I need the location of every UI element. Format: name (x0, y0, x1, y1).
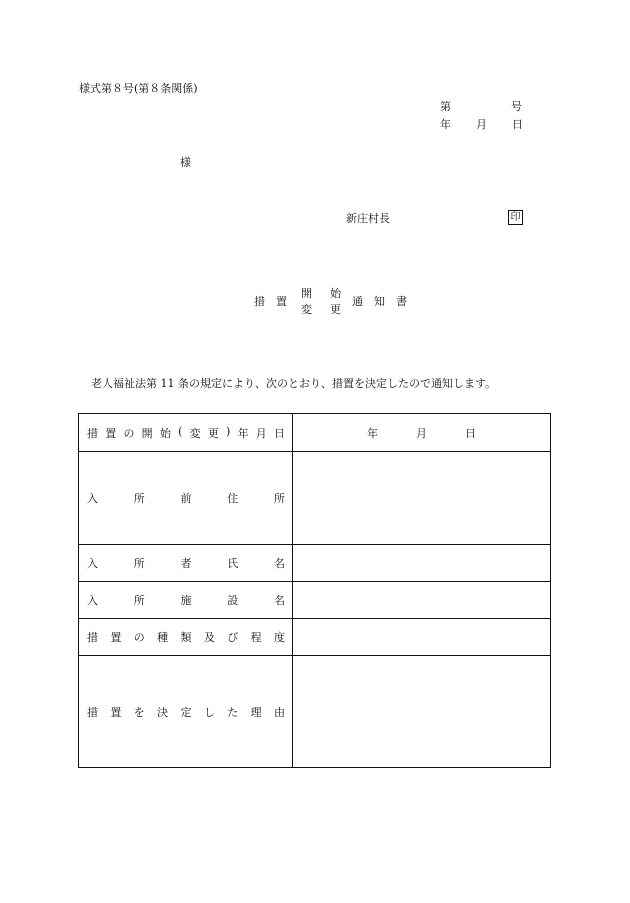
table-row (79, 414, 551, 452)
value-month: 月 (416, 426, 427, 440)
intro-text: 老人福祉法第 11 条の規定により、次のとおり、措置を決定したので通知します。 (91, 377, 497, 390)
label-char: 及 (203, 631, 215, 644)
form-number: 様式第８号(第８条関係) (79, 82, 198, 95)
label-char: 開 (141, 426, 153, 440)
doc-number-suffix: 号 (511, 100, 522, 113)
row-label (79, 656, 293, 768)
label-char: た (227, 705, 239, 719)
title-change-2: 更 (330, 303, 341, 316)
table-row (79, 619, 551, 656)
label-char: 置 (110, 705, 122, 719)
label-char: 入 (87, 557, 98, 570)
document-title (254, 287, 424, 319)
label-char: 名 (274, 557, 285, 570)
label-char: ( (178, 424, 183, 438)
label-char: 由 (274, 705, 285, 719)
row-label (79, 452, 293, 545)
table-row (79, 582, 551, 619)
label-char: 始 (159, 426, 171, 440)
label-char: 年 (237, 426, 249, 440)
label-char: 類 (180, 631, 192, 644)
previous-address-value (293, 452, 551, 545)
facility-name-value (293, 582, 551, 619)
label-char: 度 (274, 631, 285, 644)
label-char: 所 (133, 594, 145, 607)
label-char: の (123, 426, 135, 440)
label-spread (87, 555, 285, 571)
label-spread (87, 490, 285, 506)
label-char: 設 (227, 594, 239, 607)
label-char: ) (226, 424, 231, 438)
label-char: 日 (274, 426, 285, 440)
notice-table (78, 413, 551, 768)
table-row (79, 452, 551, 545)
label-spread (87, 629, 285, 645)
label-char: 月 (255, 426, 267, 440)
date-month: 月 (476, 118, 487, 131)
label-char: 入 (87, 594, 98, 607)
label-char: し (203, 705, 215, 719)
label-char: 置 (110, 631, 122, 644)
label-spread (87, 592, 285, 608)
label-char: を (133, 705, 145, 719)
label-char: び (227, 631, 239, 644)
seal-stamp-box: 印 (508, 210, 523, 225)
label-char: 決 (157, 705, 169, 719)
sender-name: 新庄村長 (346, 212, 390, 225)
label-char: 所 (133, 492, 145, 505)
title-start-1: 開 (301, 287, 312, 300)
decision-reason-value (293, 656, 551, 768)
row-label (79, 414, 293, 452)
label-char: 施 (180, 594, 192, 607)
label-char: 措 (87, 705, 98, 719)
label-char: 所 (274, 492, 285, 505)
label-char: 措 (87, 426, 98, 440)
label-char: 更 (207, 426, 219, 440)
label-char: 程 (250, 631, 262, 644)
label-spread (87, 425, 285, 441)
title-right: 通 知 書 (352, 295, 407, 308)
title-left: 措 置 (254, 295, 287, 308)
label-char: 置 (105, 426, 117, 440)
measure-type-value (293, 619, 551, 656)
label-char: 住 (227, 492, 239, 505)
label-char: 入 (87, 492, 98, 505)
label-spread (87, 704, 285, 720)
date-day: 日 (512, 118, 523, 131)
start-date-value (293, 414, 551, 452)
label-char: 定 (180, 705, 192, 719)
label-char: 前 (180, 492, 192, 505)
label-char: 者 (180, 557, 192, 570)
label-char: の (133, 631, 145, 644)
label-char: 氏 (227, 557, 239, 570)
label-char: 所 (133, 557, 145, 570)
label-char: 変 (189, 426, 201, 440)
row-label (79, 545, 293, 582)
document-number-line (440, 100, 522, 114)
table-row (79, 656, 551, 768)
title-change-1: 変 (301, 303, 312, 316)
value-day: 日 (465, 426, 476, 440)
label-char: 理 (250, 705, 262, 719)
issue-date-line (440, 118, 523, 132)
addressee-suffix: 様 (180, 156, 191, 169)
table-row (79, 545, 551, 582)
label-char: 名 (274, 594, 285, 607)
row-label (79, 582, 293, 619)
date-year: 年 (440, 118, 451, 131)
value-year: 年 (367, 426, 378, 440)
row-label (79, 619, 293, 656)
label-char: 種 (157, 631, 169, 644)
label-char: 措 (87, 631, 98, 644)
title-start-2: 始 (330, 287, 341, 300)
resident-name-value (293, 545, 551, 582)
doc-number-prefix: 第 (440, 100, 451, 113)
